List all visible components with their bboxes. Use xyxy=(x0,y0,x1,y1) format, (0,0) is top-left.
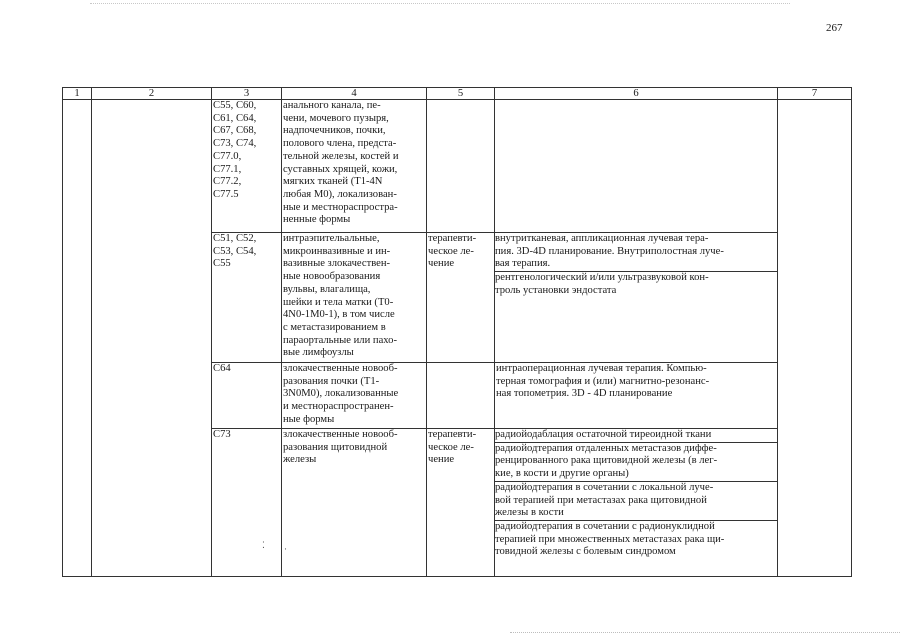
method-item: радиойодтерапия в сочетании с радионуклидной терапией при множественных метастазах рака щи- товидной железы с болевым синдромом xyxy=(495,520,725,558)
scan-speck: · xyxy=(284,544,287,554)
column-header-5: 5 xyxy=(427,88,495,100)
icd-codes-cell: С55, С60, С61, С64, С67, С68, С73, С74, С77.0, С77.1, С77.2, С77.5 xyxy=(212,100,282,233)
column-header-row xyxy=(63,88,852,100)
treatment-method-cell xyxy=(495,100,778,233)
scan-edge-top xyxy=(90,3,790,4)
profile-cell xyxy=(92,100,212,577)
treatment-method-cell xyxy=(495,233,778,363)
table-row xyxy=(63,100,852,233)
column-header-6: 6 xyxy=(495,88,778,100)
treatment-type-cell: терапевти- ческое ле- чение xyxy=(427,429,495,577)
diagnosis-cell: злокачественные новооб- разования щитовидной железы xyxy=(282,429,427,577)
column-header-4: 4 xyxy=(282,88,427,100)
icd-codes-cell: С64 xyxy=(212,363,282,429)
method-item: внутритканевая, аппликационная лучевая тера- пия. 3D-4D планирование. Внутриполостная луче- вая терапия. xyxy=(495,233,778,272)
treatment-method-cell xyxy=(495,429,778,577)
treatment-type-cell xyxy=(427,100,495,233)
treatment-method-cell: интраоперационная лучевая терапия. Компью- терная томография и (или) магнитно-резонанс- ная топометрия. 3D - 4D планирование xyxy=(495,363,778,429)
diagnosis-cell: интраэпительальные, микроинвазивные и ин- вазивные злокачествен- ные новообразования вульвы, влагалища, шейки и тела матки (Т0- 4N0-1М0-1), в том числе с метастазированием в параортальные или пахо- вые лимфоузлы xyxy=(282,233,427,363)
diagnosis-cell: злокачественные новооб- разования почки (Т1- 3N0М0), локализованные и местнораспространен- ные формы xyxy=(282,363,427,429)
scan-edge-bottom xyxy=(510,632,900,633)
treatment-type-cell xyxy=(427,363,495,429)
method-item: радиойодтерапия отдаленных метастазов диффе- ренцированного рака щитовидной железы (в лег- кие, в кости и другие органы) xyxy=(495,443,778,482)
column-header-1: 1 xyxy=(63,88,92,100)
column-header-7: 7 xyxy=(778,88,852,100)
method-item: радиойодаблация остаточной тиреоидной ткани xyxy=(495,429,778,443)
page-number: 267 xyxy=(826,22,843,34)
method-item: рентгенологический и/или ультразвуковой кон- троль установки эндостата xyxy=(495,272,709,296)
row-number-cell xyxy=(63,100,92,577)
treatment-type-cell: терапевти- ческое ле- чение xyxy=(427,233,495,363)
icd-codes-cell: С73 xyxy=(212,429,282,577)
column-header-3: 3 xyxy=(212,88,282,100)
norm-cell xyxy=(778,100,852,577)
procedures-table xyxy=(62,87,852,577)
icd-codes-cell: С51, С52, С53, С54, С55 xyxy=(212,233,282,363)
scan-speck: ⁚ xyxy=(262,540,265,550)
column-header-2: 2 xyxy=(92,88,212,100)
diagnosis-cell: анального канала, пе- чени, мочевого пузыря, надпочечников, почки, полового члена, предста- тельной железы, костей и суставных хрящей, кожи, мягких тканей (Т1-4N любая М0), локализован- ные и местнораспростра- ненные формы xyxy=(282,100,427,233)
method-item: радиойодтерапия в сочетании с локальной луче- вой терапией при метастазах рака щитовидной железы в кости xyxy=(495,482,778,521)
